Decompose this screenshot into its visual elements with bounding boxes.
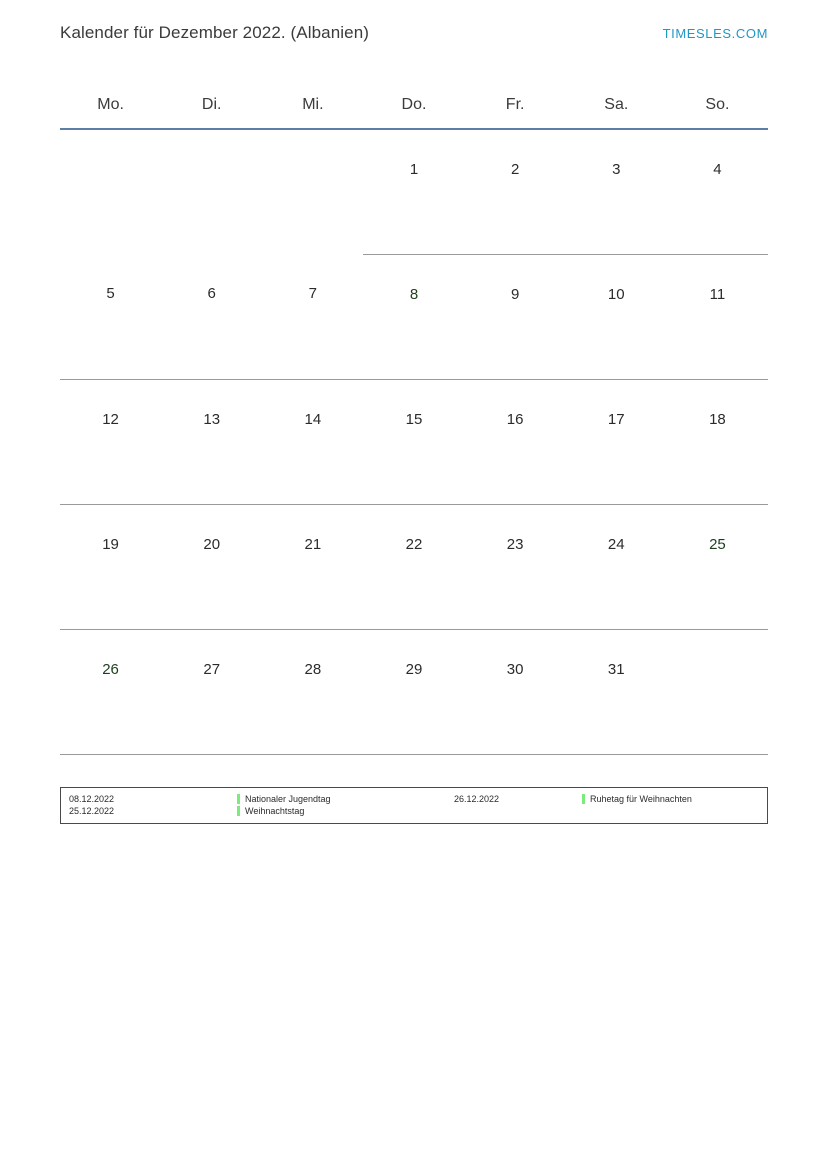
day-cell-12[interactable] [60, 379, 161, 504]
legend-holiday-name: Nationaler Jugendtag [245, 794, 331, 804]
day-number: 1 [409, 161, 419, 178]
day-cell-3[interactable] [566, 129, 667, 254]
day-cell-5[interactable] [60, 254, 161, 379]
day-number: 15 [405, 410, 423, 428]
holiday-color-swatch-icon [582, 794, 585, 804]
day-cell-13[interactable] [161, 379, 262, 504]
legend [60, 787, 768, 824]
weekday-header-mo: Mo. [97, 96, 124, 113]
day-cell-28[interactable] [262, 629, 363, 754]
day-number: 17 [607, 410, 625, 428]
day-number [262, 130, 363, 162]
calendar-head [60, 82, 768, 129]
day-cell-2[interactable] [465, 129, 566, 254]
day-cell-4[interactable] [667, 129, 768, 254]
weekday-header-fr: Fr. [505, 96, 525, 113]
day-cell-22[interactable] [363, 504, 464, 629]
day-number [667, 630, 768, 662]
weekday-header-so: So. [705, 96, 730, 113]
legend-holiday-name: Weihnachtstag [245, 806, 305, 816]
legend-date: 25.12.2022 [69, 806, 115, 816]
week-row [60, 379, 768, 504]
day-cell-30[interactable] [465, 629, 566, 754]
weekday-header-row [60, 82, 768, 128]
day-cell-9[interactable] [465, 254, 566, 379]
legend-entry-3 [69, 805, 414, 817]
day-number: 23 [506, 535, 524, 553]
day-cell-21[interactable] [262, 504, 363, 629]
calendar-table [60, 82, 768, 755]
page-title: Kalender für Dezember 2022. (Albanien) [60, 23, 370, 42]
legend-row-1 [69, 793, 759, 805]
legend-date: 08.12.2022 [69, 794, 115, 804]
page-header [60, 18, 768, 48]
day-cell-empty [161, 129, 262, 254]
day-number: 7 [308, 285, 318, 302]
day-cell-31[interactable] [566, 629, 667, 754]
week-row [60, 254, 768, 379]
day-number: 22 [405, 535, 423, 553]
day-number [60, 130, 161, 162]
day-cell-15[interactable] [363, 379, 464, 504]
weekday-header-do: Do. [401, 96, 427, 113]
day-cell-16[interactable] [465, 379, 566, 504]
day-cell-18[interactable] [667, 379, 768, 504]
holiday-color-swatch-icon [237, 794, 240, 804]
day-cell-25-holiday[interactable] [667, 504, 768, 629]
day-number: 4 [713, 161, 722, 178]
day-cell-17[interactable] [566, 379, 667, 504]
day-number: 29 [405, 660, 423, 678]
day-number: 14 [304, 410, 322, 428]
week-row [60, 129, 768, 254]
day-cell-19[interactable] [60, 504, 161, 629]
day-cell-empty [60, 129, 161, 254]
calendar-body [60, 129, 768, 754]
day-cell-20[interactable] [161, 504, 262, 629]
day-number: 21 [304, 535, 322, 553]
day-number: 31 [607, 660, 625, 678]
day-number: 11 [709, 285, 726, 303]
day-number: 13 [203, 410, 221, 428]
day-number: 6 [207, 285, 216, 302]
legend-entry-2 [414, 793, 759, 805]
day-number: 27 [203, 660, 221, 678]
legend-date: 26.12.2022 [454, 794, 500, 804]
day-cell-10[interactable] [566, 254, 667, 379]
day-cell-23[interactable] [465, 504, 566, 629]
day-number: 28 [304, 660, 322, 678]
day-cell-14[interactable] [262, 379, 363, 504]
brand-link[interactable]: TIMESLES.COM [662, 25, 768, 41]
day-cell-1[interactable] [363, 129, 464, 254]
day-number: 2 [510, 161, 520, 178]
day-cell-11[interactable] [667, 254, 768, 379]
legend-row-2 [69, 805, 759, 817]
day-number: 30 [506, 660, 524, 678]
day-cell-8-holiday[interactable] [363, 254, 464, 379]
day-number: 18 [709, 410, 726, 428]
day-number: 19 [102, 535, 119, 553]
day-number [161, 130, 262, 162]
week-row [60, 629, 768, 754]
weekday-header-sa: Sa. [604, 96, 629, 113]
day-number: 16 [506, 410, 524, 428]
calendar-grid [60, 82, 768, 755]
legend-holiday-name: Ruhetag für Weihnachten [590, 794, 692, 804]
day-number: 10 [607, 285, 625, 303]
day-number: 20 [203, 535, 221, 553]
day-cell-empty [667, 629, 768, 754]
day-number: 24 [607, 535, 625, 553]
day-number: 26 [102, 660, 119, 678]
week-row [60, 504, 768, 629]
day-cell-empty [262, 129, 363, 254]
weekday-header-mi: Mi. [302, 96, 324, 113]
day-cell-6[interactable] [161, 254, 262, 379]
holiday-color-swatch-icon [237, 806, 240, 816]
day-number: 5 [106, 285, 115, 302]
day-cell-24[interactable] [566, 504, 667, 629]
day-cell-26-holiday[interactable] [60, 629, 161, 754]
day-cell-29[interactable] [363, 629, 464, 754]
day-number: 8 [409, 285, 419, 303]
day-cell-27[interactable] [161, 629, 262, 754]
day-number: 9 [510, 285, 520, 303]
day-cell-7[interactable] [262, 254, 363, 379]
weekday-header-di: Di. [201, 96, 222, 113]
legend-entry-1 [69, 793, 414, 805]
day-number: 25 [709, 535, 726, 553]
day-number: 3 [612, 161, 621, 178]
day-number: 12 [102, 410, 119, 428]
